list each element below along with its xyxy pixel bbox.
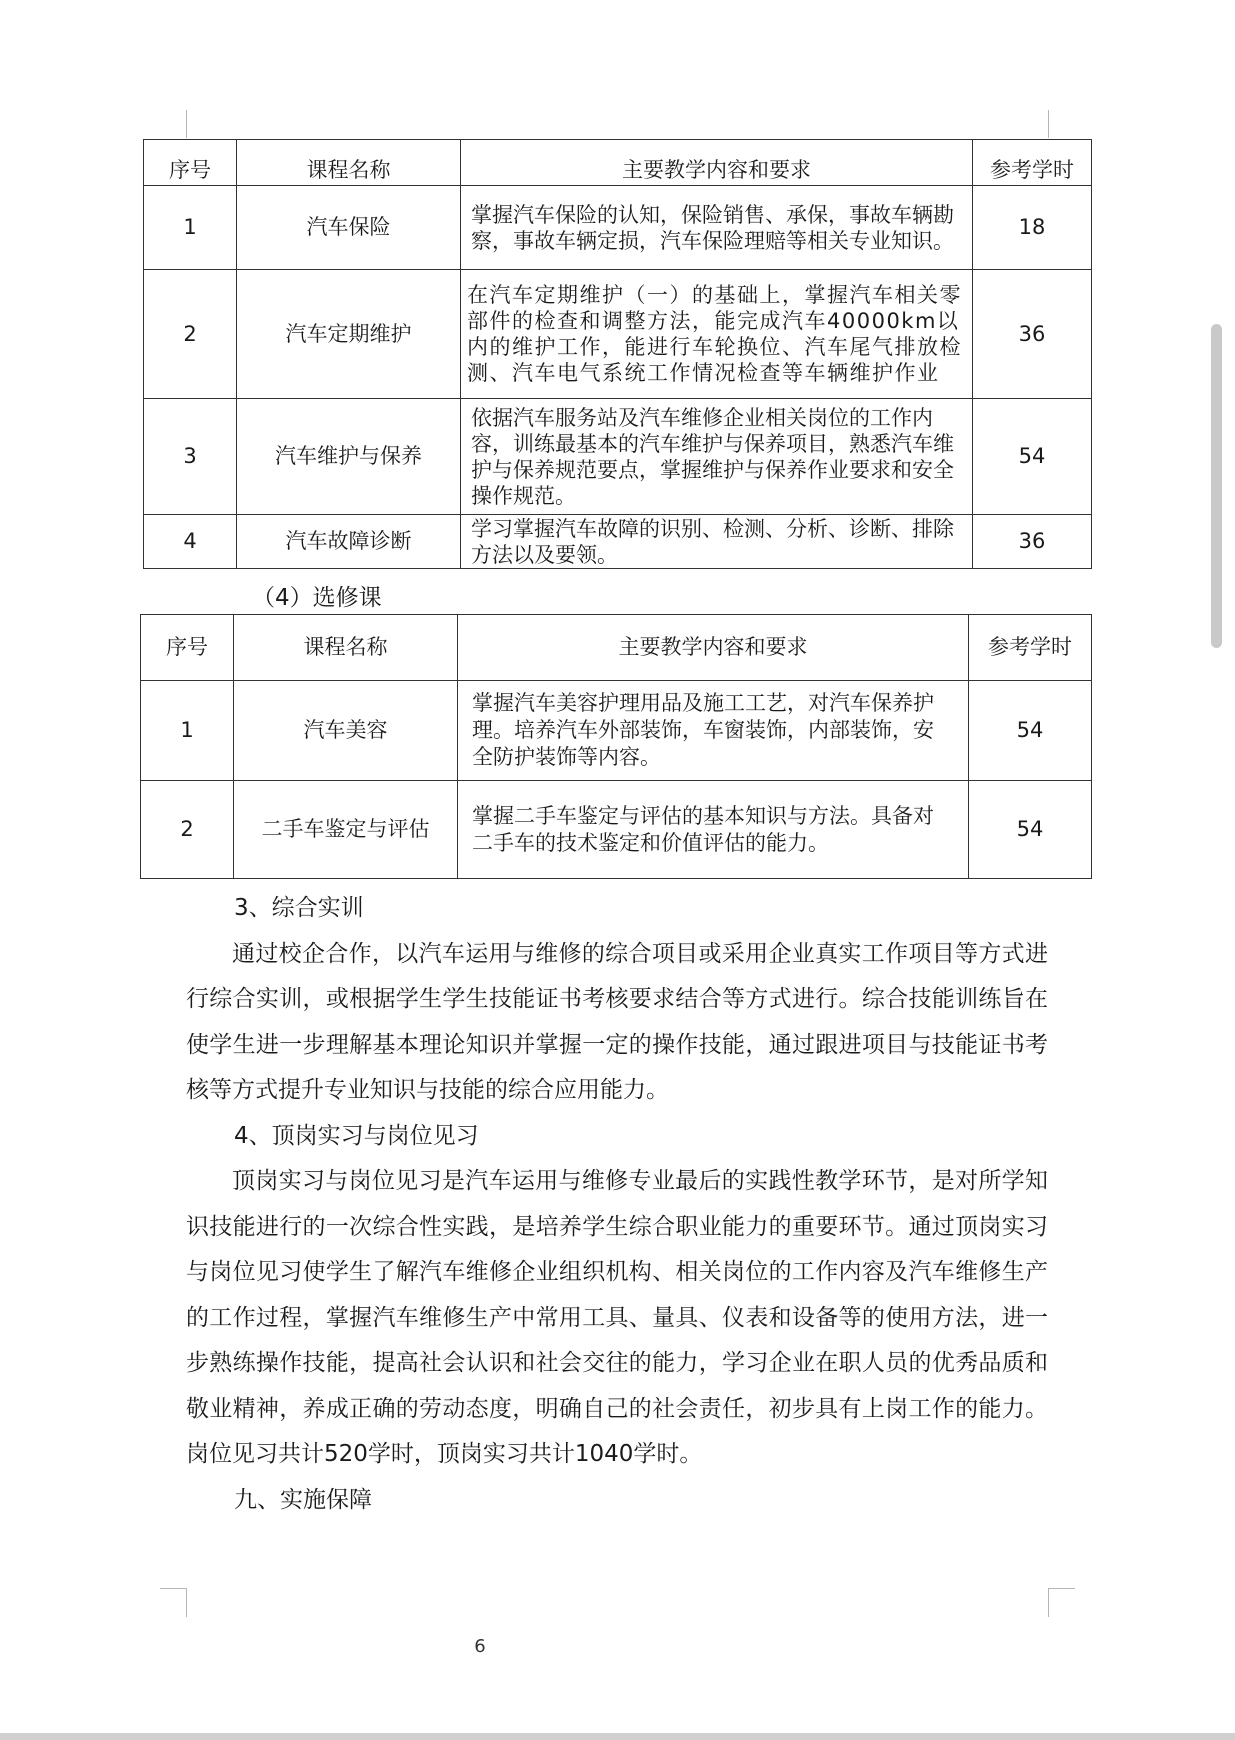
bottom-edge <box>0 1733 1235 1740</box>
table-header-row <box>141 615 1092 681</box>
section-heading: 3、综合实训 <box>234 895 364 921</box>
row-hours: 18 <box>973 186 1092 270</box>
row-content: 依据汽车服务站及汽车维修企业相关岗位的工作内容，训练最基本的汽车维护与保养项目，熟悉汽车维护与保养规范要点，掌握维护与保养作业要求和安全操作规范。 <box>461 399 973 515</box>
vertical-scrollbar[interactable] <box>1211 324 1222 648</box>
row-no: 1 <box>144 186 237 270</box>
row-course-name: 汽车保险 <box>237 186 461 270</box>
header-hours: 参考学时 <box>973 140 1092 186</box>
header-hours: 参考学时 <box>969 615 1092 681</box>
row-hours: 54 <box>969 781 1092 879</box>
row-hours: 54 <box>969 681 1092 781</box>
row-course-name: 二手车鉴定与评估 <box>234 781 458 879</box>
table-row <box>141 781 1092 879</box>
body-text <box>186 886 1048 1523</box>
page-number: 6 <box>474 1636 486 1657</box>
table-row <box>144 515 1092 569</box>
table-header-row <box>144 140 1092 186</box>
row-course-name: 汽车故障诊断 <box>237 515 461 569</box>
header-content: 主要教学内容和要求 <box>458 615 969 681</box>
header-content: 主要教学内容和要求 <box>461 140 973 186</box>
core-course-table <box>143 139 1092 569</box>
table-row <box>141 681 1092 781</box>
row-content: 在汽车定期维护（一）的基础上，掌握汽车相关零部件的检查和调整方法，能完成汽车40000km以内的维护工作，能进行车轮换位、汽车尾气排放检测、汽车电气系统工作情况检查等车辆维护作业 <box>461 270 973 399</box>
row-no: 1 <box>141 681 234 781</box>
elective-course-table <box>140 614 1092 879</box>
row-course-name: 汽车定期维护 <box>237 270 461 399</box>
table-row <box>144 399 1092 515</box>
row-content: 掌握汽车保险的认知，保险销售、承保，事故车辆勘察，事故车辆定损，汽车保险理赔等相关专业知识。 <box>461 186 973 270</box>
row-content: 掌握二手车鉴定与评估的基本知识与方法。具备对二手车的技术鉴定和价值评估的能力。 <box>458 781 969 879</box>
crop-mark-bottom-right <box>1048 1588 1075 1617</box>
row-no: 2 <box>141 781 234 879</box>
row-content: 掌握汽车美容护理用品及施工工艺，对汽车保养护理。培养汽车外部装饰，车窗装饰，内部装饰，安全防护装饰等内容。 <box>458 681 969 781</box>
elective-heading: （4）选修课 <box>252 585 382 611</box>
row-hours: 36 <box>973 270 1092 399</box>
crop-mark-top-right <box>1048 110 1049 138</box>
row-no: 3 <box>144 399 237 515</box>
section-heading: 4、顶岗实习与岗位见习 <box>234 1122 479 1149</box>
table-row <box>144 186 1092 270</box>
row-hours: 36 <box>973 515 1092 569</box>
row-course-name: 汽车美容 <box>234 681 458 781</box>
section-heading: 九、实施保障 <box>234 1486 372 1513</box>
row-content: 学习掌握汽车故障的识别、检测、分析、诊断、排除方法以及要领。 <box>461 515 973 569</box>
crop-mark-top-left <box>186 110 187 138</box>
header-course-name: 课程名称 <box>234 615 458 681</box>
header-no: 序号 <box>141 615 234 681</box>
row-hours: 54 <box>973 399 1092 515</box>
row-course-name: 汽车维护与保养 <box>237 399 461 515</box>
row-no: 4 <box>144 515 237 569</box>
section-paragraph: 通过校企合作，以汽车运用与维修的综合项目或采用企业真实工作项目等方式进行综合实训，或根据学生学生技能证书考核要求结合等方式进行。综合技能训练旨在使学生进一步理解基本理论知识并掌握一定的操作技能，通过跟进项目与技能证书考核等方式提升专业知识与技能的综合应用能力。 <box>186 940 1048 1103</box>
table-row <box>144 270 1092 399</box>
header-course-name: 课程名称 <box>237 140 461 186</box>
section-paragraph: 顶岗实习与岗位见习是汽车运用与维修专业最后的实践性教学环节，是对所学知识技能进行的一次综合性实践，是培养学生综合职业能力的重要环节。通过顶岗实习与岗位见习使学生了解汽车维修企业组织机构、相关岗位的工作内容及汽车维修生产的工作过程，掌握汽车维修生产中常用工具、量具、仪表和设备等的使用方法，进一步熟练操作技能，提高社会认识和社会交往的能力，学习企业在职人员的优秀品质和敬业精神，养成正确的劳动态度，明确自己的社会责任，初步具有上岗工作的能力。岗位见习共计520学时，顶岗实习共计1040学时。 <box>186 1168 1048 1467</box>
row-no: 2 <box>144 270 237 399</box>
header-no: 序号 <box>144 140 237 186</box>
crop-mark-bottom-left <box>160 1588 187 1617</box>
